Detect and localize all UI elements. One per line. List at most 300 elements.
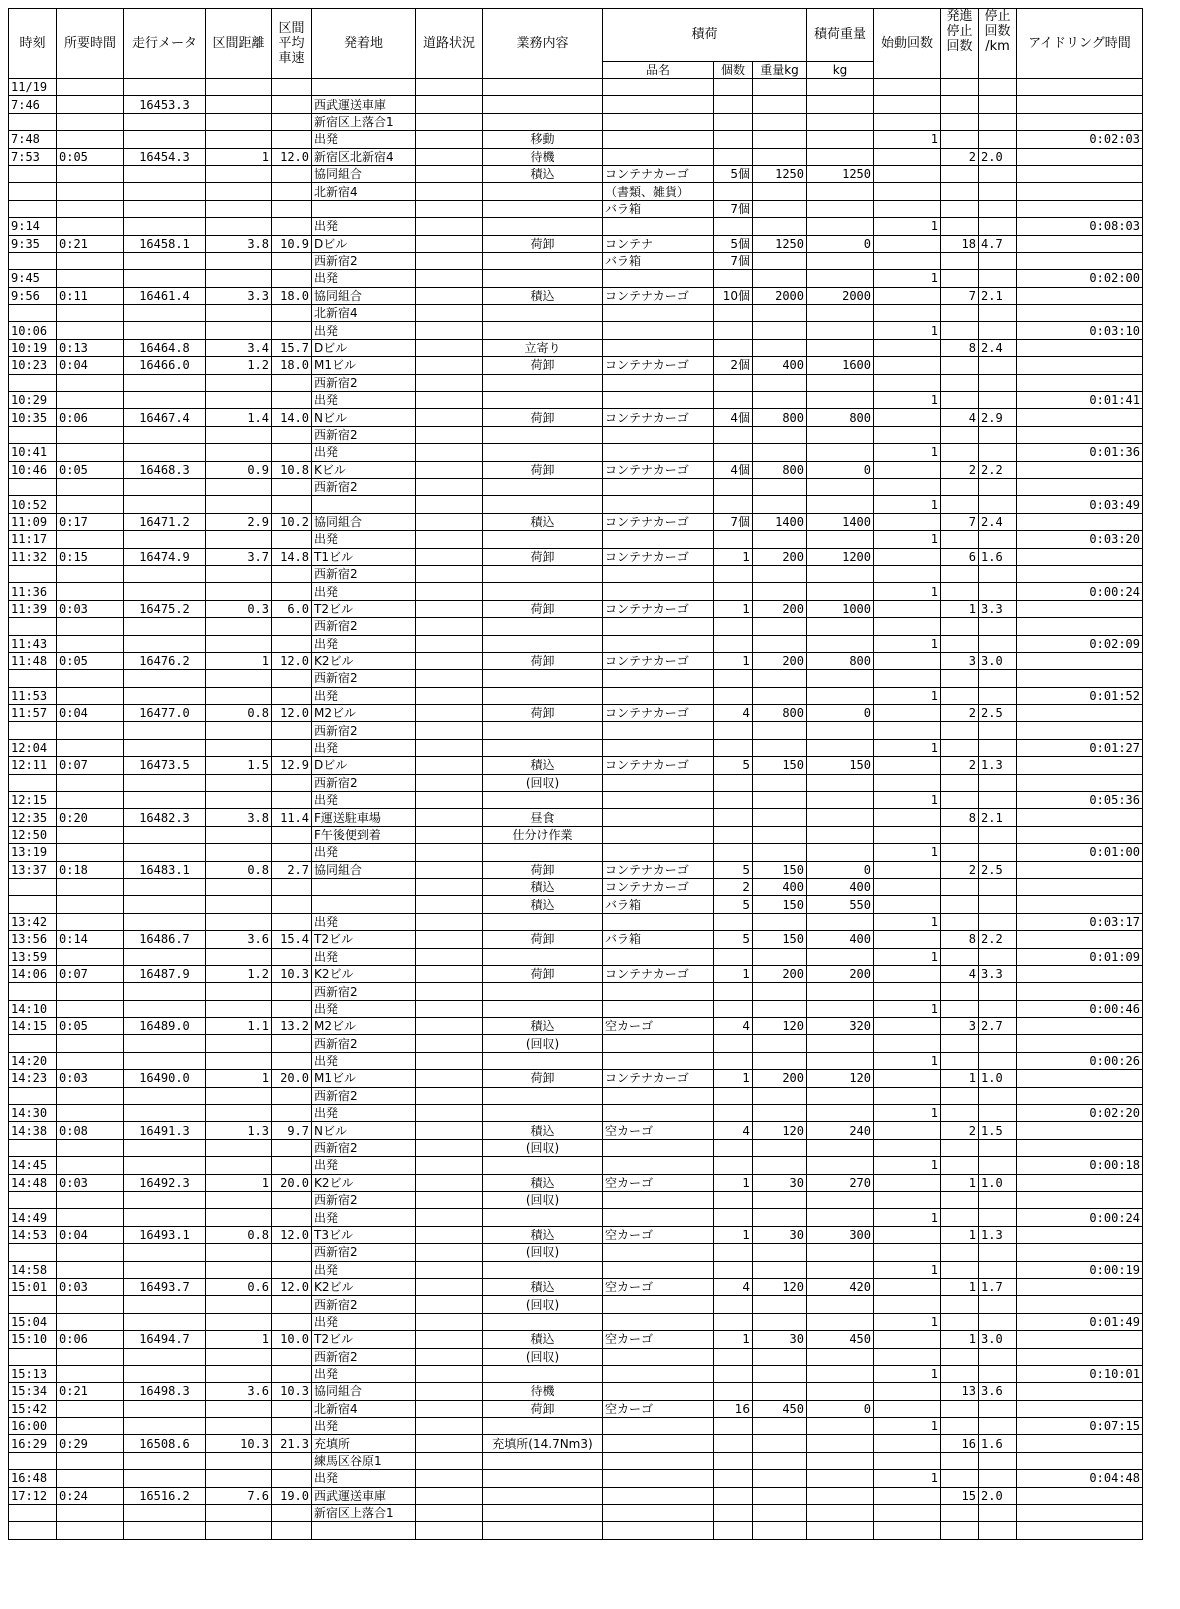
cell-location: 西新宿2 — [312, 618, 416, 635]
cell-load-weight: 550 — [807, 896, 874, 913]
cell-task: 立寄り — [483, 339, 603, 356]
header-location: 発着地 — [312, 9, 416, 79]
cell-time: 9:45 — [9, 270, 57, 287]
cell-stops-per-km — [979, 635, 1017, 652]
cell-time — [9, 1296, 57, 1313]
cell-location: M2ビル — [312, 705, 416, 722]
cell-stops — [941, 1157, 979, 1174]
cell-stops: 7 — [941, 287, 979, 304]
cell-duration: 0:05 — [57, 652, 124, 669]
cell-starts: 1 — [874, 218, 941, 235]
cell-stops: 7 — [941, 513, 979, 530]
cell-stops-per-km — [979, 270, 1017, 287]
cell-distance — [206, 896, 272, 913]
cell-stops — [941, 392, 979, 409]
cell-cargo-count — [714, 79, 753, 96]
cell-stops — [941, 1261, 979, 1278]
cell-cargo-count: 1 — [714, 1226, 753, 1243]
table-row — [9, 496, 1143, 513]
cell-road — [416, 931, 483, 948]
cell-road — [416, 1035, 483, 1052]
cell-location: 西新宿2 — [312, 983, 416, 1000]
cell-stops — [941, 635, 979, 652]
cell-odometer: 16508.6 — [124, 1435, 206, 1452]
cell-cargo-weight: 200 — [753, 548, 807, 565]
cell-stops — [941, 618, 979, 635]
cell-road — [416, 670, 483, 687]
cell-idling: 0:03:49 — [1017, 496, 1143, 513]
cell-time — [9, 478, 57, 495]
cell-idling — [1017, 1487, 1143, 1504]
table-row — [9, 235, 1143, 252]
cell-load-weight — [807, 218, 874, 235]
cell-time: 11:09 — [9, 513, 57, 530]
cell-road — [416, 565, 483, 582]
cell-odometer — [124, 896, 206, 913]
cell-distance: 3.6 — [206, 1383, 272, 1400]
cell-time: 14:15 — [9, 1018, 57, 1035]
cell-stops-per-km: 2.9 — [979, 409, 1017, 426]
table-row — [9, 287, 1143, 304]
cell-stops — [941, 1470, 979, 1487]
cell-odometer — [124, 635, 206, 652]
cell-distance — [206, 565, 272, 582]
cell-odometer — [124, 844, 206, 861]
cell-starts: 1 — [874, 392, 941, 409]
cell-starts: 1 — [874, 1105, 941, 1122]
cell-stops-per-km — [979, 79, 1017, 96]
cell-odometer — [124, 305, 206, 322]
cell-task: 荷卸 — [483, 1070, 603, 1087]
cell-cargo-count — [714, 618, 753, 635]
cell-location: 西新宿2 — [312, 1035, 416, 1052]
cell-duration: 0:03 — [57, 1174, 124, 1191]
cell-cargo-weight: 30 — [753, 1174, 807, 1191]
cell-cargo-weight — [753, 1348, 807, 1365]
cell-cargo-weight — [753, 618, 807, 635]
cell-load-weight — [807, 1383, 874, 1400]
cell-duration — [57, 1505, 124, 1522]
cell-cargo-count — [714, 1505, 753, 1522]
cell-location: 西新宿2 — [312, 722, 416, 739]
cell-stops-per-km — [979, 1192, 1017, 1209]
table-row — [9, 1331, 1143, 1348]
cell-starts: 1 — [874, 844, 941, 861]
cell-odometer: 16491.3 — [124, 1122, 206, 1139]
cell-cargo-count — [714, 826, 753, 843]
cell-time: 13:19 — [9, 844, 57, 861]
cell-task: (回収) — [483, 1348, 603, 1365]
cell-duration — [57, 96, 124, 113]
cell-duration — [57, 374, 124, 391]
cell-odometer — [124, 79, 206, 96]
cell-cargo-count — [714, 565, 753, 582]
cell-road — [416, 548, 483, 565]
table-row — [9, 1174, 1143, 1191]
cell-starts — [874, 565, 941, 582]
cell-location: 出発 — [312, 1105, 416, 1122]
cell-stops — [941, 826, 979, 843]
table-row — [9, 409, 1143, 426]
cell-cargo-name — [603, 79, 714, 96]
cell-odometer: 16516.2 — [124, 1487, 206, 1504]
cell-duration — [57, 1522, 124, 1539]
cell-cargo-count — [714, 1435, 753, 1452]
cell-cargo-weight: 150 — [753, 896, 807, 913]
cell-stops — [941, 583, 979, 600]
cell-stops-per-km: 2.4 — [979, 339, 1017, 356]
cell-starts — [874, 513, 941, 530]
cell-duration — [57, 165, 124, 182]
cell-road — [416, 513, 483, 530]
cell-distance: 3.7 — [206, 548, 272, 565]
cell-load-weight: 1000 — [807, 600, 874, 617]
cell-cargo-weight — [753, 722, 807, 739]
cell-time: 13:59 — [9, 948, 57, 965]
operation-log-table — [8, 8, 1143, 1540]
cell-load-weight — [807, 1105, 874, 1122]
cell-starts — [874, 1122, 941, 1139]
cell-avg-speed: 12.0 — [272, 148, 312, 165]
cell-cargo-count — [714, 1209, 753, 1226]
cell-cargo-name: コンテナカーゴ — [603, 548, 714, 565]
cell-distance — [206, 496, 272, 513]
cell-avg-speed: 9.7 — [272, 1122, 312, 1139]
cell-distance — [206, 635, 272, 652]
cell-cargo-weight — [753, 739, 807, 756]
cell-duration — [57, 1139, 124, 1156]
cell-cargo-weight — [753, 218, 807, 235]
cell-location: 新宿区北新宿4 — [312, 148, 416, 165]
cell-duration: 0:11 — [57, 287, 124, 304]
cell-idling — [1017, 1087, 1143, 1104]
cell-location: 出発 — [312, 792, 416, 809]
cell-cargo-weight: 1250 — [753, 235, 807, 252]
table-row — [9, 1261, 1143, 1278]
cell-location: 出発 — [312, 322, 416, 339]
cell-time: 10:35 — [9, 409, 57, 426]
cell-cargo-count — [714, 983, 753, 1000]
cell-duration: 0:29 — [57, 1435, 124, 1452]
cell-cargo-name: コンテナ — [603, 235, 714, 252]
cell-location: T2ビル — [312, 1331, 416, 1348]
cell-starts — [874, 96, 941, 113]
cell-distance — [206, 983, 272, 1000]
cell-load-weight — [807, 1000, 874, 1017]
cell-odometer — [124, 913, 206, 930]
header-duration: 所要時間 — [57, 9, 124, 79]
cell-cargo-weight — [753, 1418, 807, 1435]
cell-starts — [874, 757, 941, 774]
cell-time — [9, 774, 57, 791]
cell-location: 出発 — [312, 635, 416, 652]
cell-distance — [206, 1052, 272, 1069]
cell-distance: 3.8 — [206, 809, 272, 826]
cell-odometer — [124, 792, 206, 809]
cell-avg-speed — [272, 96, 312, 113]
table-row — [9, 305, 1143, 322]
cell-odometer — [124, 444, 206, 461]
cell-stops: 8 — [941, 809, 979, 826]
cell-cargo-name — [603, 131, 714, 148]
cell-time: 15:13 — [9, 1365, 57, 1382]
cell-load-weight — [807, 1296, 874, 1313]
cell-cargo-count — [714, 1418, 753, 1435]
table-row — [9, 183, 1143, 200]
cell-time: 11:32 — [9, 548, 57, 565]
cell-odometer — [124, 478, 206, 495]
header-cargo: 積荷 — [603, 9, 807, 62]
cell-road — [416, 1505, 483, 1522]
cell-load-weight — [807, 1418, 874, 1435]
cell-road — [416, 1139, 483, 1156]
table-row — [9, 1278, 1143, 1295]
table-row — [9, 1139, 1143, 1156]
cell-cargo-weight — [753, 1365, 807, 1382]
cell-task — [483, 1157, 603, 1174]
cell-duration: 0:14 — [57, 931, 124, 948]
cell-cargo-name — [603, 1139, 714, 1156]
cell-location: 出発 — [312, 583, 416, 600]
cell-task: 積込 — [483, 513, 603, 530]
cell-avg-speed — [272, 200, 312, 217]
cell-load-weight — [807, 1244, 874, 1261]
cell-duration — [57, 1192, 124, 1209]
cell-location: 出発 — [312, 1418, 416, 1435]
cell-load-weight — [807, 1435, 874, 1452]
cell-duration: 0:04 — [57, 357, 124, 374]
cell-task — [483, 1487, 603, 1504]
cell-road — [416, 252, 483, 269]
cell-avg-speed — [272, 687, 312, 704]
cell-stops-per-km — [979, 1313, 1017, 1330]
cell-stops-per-km — [979, 392, 1017, 409]
cell-starts — [874, 287, 941, 304]
cell-cargo-count — [714, 218, 753, 235]
cell-idling — [1017, 1122, 1143, 1139]
cell-location — [312, 896, 416, 913]
cell-time: 13:56 — [9, 931, 57, 948]
cell-cargo-count: 4個 — [714, 461, 753, 478]
cell-avg-speed — [272, 165, 312, 182]
log-body — [9, 79, 1143, 1540]
cell-starts: 1 — [874, 913, 941, 930]
cell-duration — [57, 183, 124, 200]
cell-cargo-name: 空カーゴ — [603, 1174, 714, 1191]
cell-location: 出発 — [312, 844, 416, 861]
cell-road — [416, 1087, 483, 1104]
cell-odometer — [124, 826, 206, 843]
cell-odometer — [124, 374, 206, 391]
cell-load-weight: 150 — [807, 757, 874, 774]
cell-cargo-count: 5 — [714, 931, 753, 948]
cell-task: (回収) — [483, 774, 603, 791]
cell-starts — [874, 478, 941, 495]
cell-stops: 13 — [941, 1383, 979, 1400]
cell-stops: 1 — [941, 1331, 979, 1348]
cell-road — [416, 861, 483, 878]
cell-cargo-name — [603, 426, 714, 443]
cell-idling: 0:01:00 — [1017, 844, 1143, 861]
cell-load-weight: 0 — [807, 461, 874, 478]
cell-time: 14:49 — [9, 1209, 57, 1226]
cell-odometer — [124, 183, 206, 200]
table-row — [9, 774, 1143, 791]
cell-cargo-weight — [753, 583, 807, 600]
cell-task: 積込 — [483, 896, 603, 913]
cell-task: 積込 — [483, 1331, 603, 1348]
cell-stops-per-km — [979, 200, 1017, 217]
cell-stops — [941, 1105, 979, 1122]
cell-cargo-count — [714, 1470, 753, 1487]
cell-load-weight — [807, 774, 874, 791]
cell-time: 12:35 — [9, 809, 57, 826]
cell-cargo-weight — [753, 444, 807, 461]
table-row — [9, 548, 1143, 565]
cell-stops-per-km — [979, 583, 1017, 600]
cell-stops-per-km: 4.7 — [979, 235, 1017, 252]
cell-cargo-name — [603, 1313, 714, 1330]
cell-location: 出発 — [312, 131, 416, 148]
cell-distance — [206, 774, 272, 791]
cell-cargo-name — [603, 1209, 714, 1226]
cell-cargo-count: 5 — [714, 757, 753, 774]
cell-load-weight — [807, 809, 874, 826]
cell-avg-speed — [272, 1505, 312, 1522]
cell-cargo-name — [603, 1087, 714, 1104]
cell-load-weight — [807, 1313, 874, 1330]
cell-stops-per-km: 1.0 — [979, 1174, 1017, 1191]
cell-road — [416, 1192, 483, 1209]
cell-cargo-name — [603, 913, 714, 930]
cell-idling — [1017, 896, 1143, 913]
cell-task — [483, 252, 603, 269]
cell-road — [416, 131, 483, 148]
cell-duration — [57, 635, 124, 652]
cell-idling — [1017, 409, 1143, 426]
cell-stops — [941, 200, 979, 217]
cell-distance: 10.3 — [206, 1435, 272, 1452]
cell-stops — [941, 496, 979, 513]
table-row — [9, 1418, 1143, 1435]
cell-avg-speed: 18.0 — [272, 357, 312, 374]
cell-duration — [57, 1052, 124, 1069]
cell-cargo-name — [603, 1435, 714, 1452]
cell-road — [416, 357, 483, 374]
table-row — [9, 1070, 1143, 1087]
cell-duration — [57, 1105, 124, 1122]
cell-stops — [941, 531, 979, 548]
cell-stops-per-km — [979, 374, 1017, 391]
cell-distance — [206, 1400, 272, 1417]
cell-distance — [206, 913, 272, 930]
cell-cargo-weight — [753, 252, 807, 269]
cell-road — [416, 1105, 483, 1122]
cell-idling — [1017, 252, 1143, 269]
cell-avg-speed — [272, 1244, 312, 1261]
cell-idling — [1017, 600, 1143, 617]
cell-stops — [941, 1296, 979, 1313]
cell-load-weight — [807, 792, 874, 809]
cell-odometer — [124, 1105, 206, 1122]
cell-stops: 2 — [941, 861, 979, 878]
cell-road — [416, 113, 483, 130]
cell-cargo-count: 1 — [714, 548, 753, 565]
table-row — [9, 931, 1143, 948]
cell-road — [416, 165, 483, 182]
cell-location: 西武運送車庫 — [312, 1487, 416, 1504]
cell-cargo-count — [714, 183, 753, 200]
cell-cargo-name: 空カーゴ — [603, 1018, 714, 1035]
table-row — [9, 96, 1143, 113]
table-row — [9, 600, 1143, 617]
cell-starts: 1 — [874, 1365, 941, 1382]
cell-distance — [206, 1035, 272, 1052]
cell-stops — [941, 1192, 979, 1209]
cell-location: 出発 — [312, 392, 416, 409]
cell-distance — [206, 1000, 272, 1017]
cell-cargo-name — [603, 96, 714, 113]
cell-starts: 1 — [874, 583, 941, 600]
cell-starts — [874, 878, 941, 895]
cell-location: T3ビル — [312, 1226, 416, 1243]
cell-idling — [1017, 774, 1143, 791]
table-row — [9, 1383, 1143, 1400]
cell-idling — [1017, 357, 1143, 374]
cell-stops — [941, 218, 979, 235]
cell-stops — [941, 896, 979, 913]
cell-idling — [1017, 183, 1143, 200]
cell-cargo-weight: 400 — [753, 357, 807, 374]
table-row — [9, 635, 1143, 652]
cell-idling — [1017, 287, 1143, 304]
table-row — [9, 1000, 1143, 1017]
cell-duration — [57, 1400, 124, 1417]
cell-stops-per-km: 2.2 — [979, 931, 1017, 948]
cell-odometer — [124, 1139, 206, 1156]
cell-odometer — [124, 1000, 206, 1017]
cell-time — [9, 1505, 57, 1522]
cell-duration: 0:08 — [57, 1122, 124, 1139]
cell-distance: 0.3 — [206, 600, 272, 617]
cell-task — [483, 1209, 603, 1226]
cell-task — [483, 722, 603, 739]
cell-duration — [57, 1418, 124, 1435]
cell-duration — [57, 305, 124, 322]
cell-road — [416, 1522, 483, 1539]
cell-stops-per-km — [979, 1244, 1017, 1261]
cell-stops-per-km — [979, 1261, 1017, 1278]
cell-odometer — [124, 392, 206, 409]
cell-road — [416, 1400, 483, 1417]
cell-odometer: 16493.7 — [124, 1278, 206, 1295]
cell-stops-per-km — [979, 531, 1017, 548]
cell-task — [483, 1470, 603, 1487]
cell-cargo-count — [714, 426, 753, 443]
cell-cargo-name — [603, 844, 714, 861]
cell-odometer — [124, 1035, 206, 1052]
cell-stops-per-km — [979, 1157, 1017, 1174]
cell-load-weight — [807, 1470, 874, 1487]
cell-starts — [874, 235, 941, 252]
cell-road — [416, 1261, 483, 1278]
cell-location: 西新宿2 — [312, 1139, 416, 1156]
cell-stops — [941, 565, 979, 582]
cell-idling — [1017, 478, 1143, 495]
cell-road — [416, 1052, 483, 1069]
cell-cargo-weight — [753, 1452, 807, 1469]
table-row — [9, 374, 1143, 391]
